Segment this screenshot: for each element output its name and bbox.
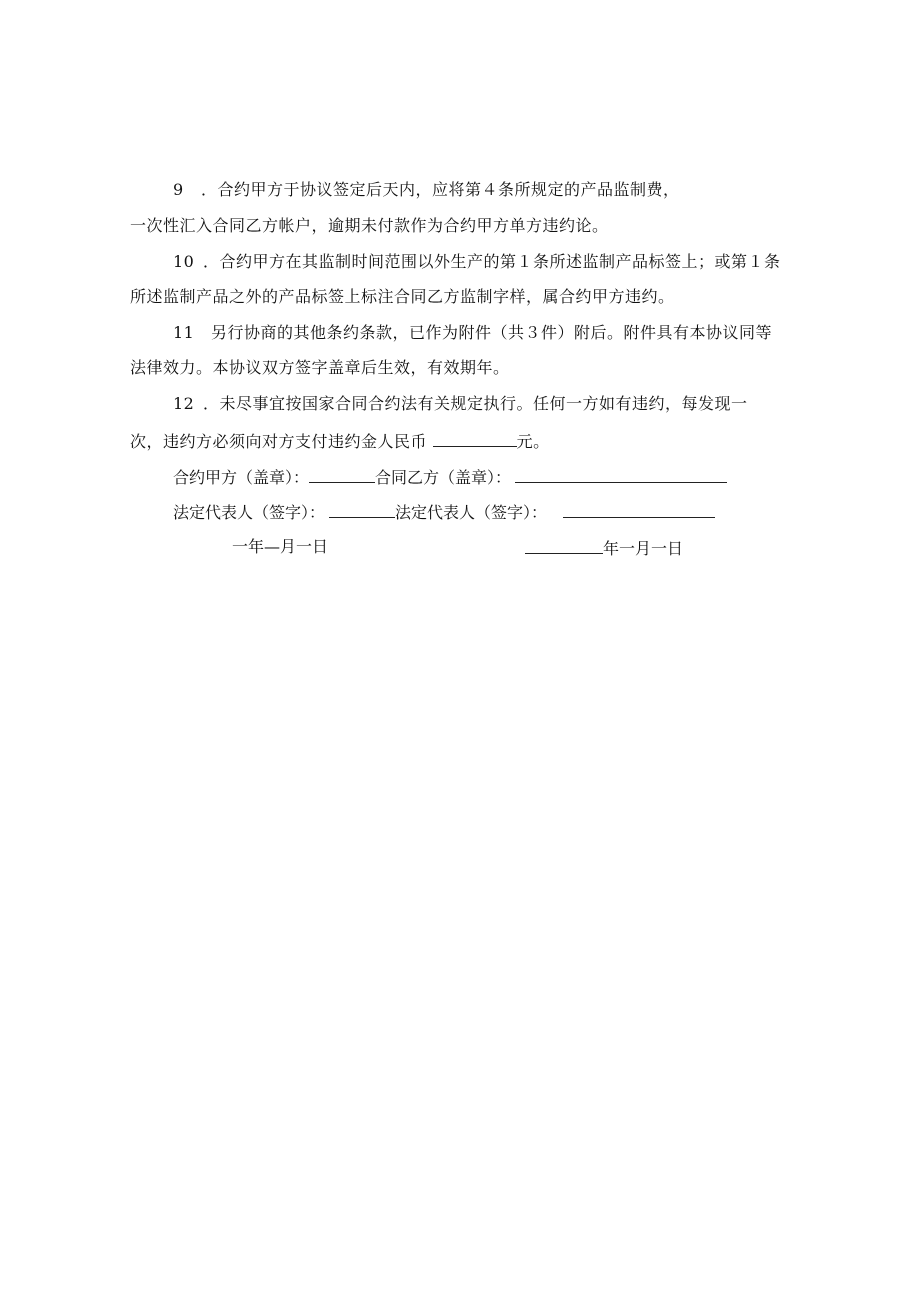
party-b-seal-blank[interactable] (515, 466, 727, 483)
party-b-seal-label: 合同乙方（盖章）： (375, 468, 512, 487)
clause-number: 12 (173, 394, 195, 413)
clause-text: 另行协商的其他条约条款，已作为附件（共３件）附后。附件具有本协议同等 (211, 323, 773, 342)
clause-number: 9 (173, 180, 184, 199)
seal-row (173, 466, 727, 488)
clause-text: ．未尽事宜按国家合同合约法有关规定执行。任何一方如有违约，每发现一 (203, 394, 748, 413)
clause-text: ．合约甲方在其监制时间范围以外生产的第１条所述监制产品标签上；或第１条 (203, 252, 781, 271)
clause-9-line-2: 一次性汇入合同乙方帐户，逾期未付款作为合约甲方单方违约论。 (130, 216, 609, 235)
clause-number: 10 (173, 252, 195, 271)
party-b-rep-label: 法定代表人（签字）： (395, 503, 548, 522)
clause-number: 11 (173, 323, 195, 342)
party-a-rep-blank[interactable] (329, 501, 395, 518)
date-right (525, 537, 683, 559)
clause-text: ．合约甲方于协议签定后天内，应将第４条所规定的产品监制费， (201, 180, 680, 199)
date-left: 一年—月一日 (232, 537, 329, 556)
clause-10-line-2: 所述监制产品之外的产品标签上标注合同乙方监制字样，属合约甲方违约。 (130, 287, 675, 306)
clause-9-line-1 (173, 180, 680, 200)
penalty-unit: 元。 (516, 432, 550, 451)
date-right-blank[interactable] (525, 537, 603, 554)
clause-10-line-1 (173, 252, 781, 272)
clause-12-line-1 (173, 394, 748, 414)
clause-11-line-1 (173, 323, 772, 343)
representative-row (173, 501, 715, 523)
penalty-amount-blank[interactable] (433, 430, 517, 447)
party-a-seal-blank[interactable] (309, 466, 375, 483)
date-right-label: 年一月一日 (603, 539, 684, 558)
party-a-seal-label: 合约甲方（盖章）： (173, 468, 310, 487)
clause-12-line-2 (130, 430, 550, 452)
party-a-rep-label: 法定代表人（签字）： (173, 503, 326, 522)
penalty-text: 次，违约方必须向对方支付违约金人民币 (130, 432, 428, 451)
clause-11-line-2: 法律效力。本协议双方签字盖章后生效，有效期年。 (130, 358, 510, 377)
party-b-rep-blank[interactable] (563, 501, 715, 518)
